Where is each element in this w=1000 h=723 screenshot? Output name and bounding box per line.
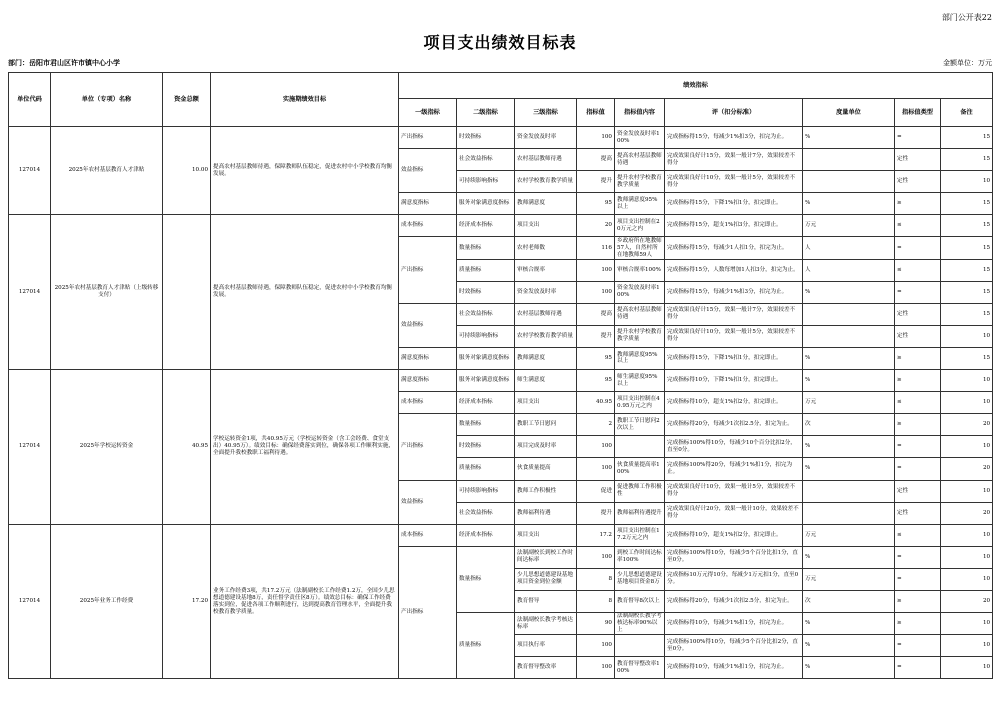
- indicator-value-cell: 20: [577, 215, 615, 237]
- indicator-content-cell: 法制副校长教学考核达标率90%以上: [615, 613, 665, 635]
- scoring-standard-cell: 完成指标得20分，每减少1次扣2.5分，扣完为止。: [665, 414, 803, 436]
- level2-indicator-cell: 时效指标: [457, 436, 515, 458]
- level2-indicator-cell: 社会效益指标: [457, 502, 515, 524]
- scoring-standard-cell: 完成指标得10分，每减少1%扣1分，扣完为止。: [665, 657, 803, 679]
- indicator-value-cell: 8: [577, 590, 615, 612]
- col-content: 指标值内容: [615, 99, 665, 127]
- indicator-value-cell: 100: [577, 281, 615, 303]
- level2-indicator-cell: 可持续影响指标: [457, 325, 515, 347]
- indicator-content-cell: [615, 635, 665, 657]
- measure-unit-cell: [803, 480, 895, 502]
- scoring-standard-cell: 完成指标得15分，每减少1%扣3分，扣完为止。: [665, 127, 803, 149]
- measure-unit-cell: [803, 149, 895, 171]
- col-code: 单位代码: [9, 73, 51, 127]
- level1-indicator-cell: 产出指标: [399, 237, 457, 303]
- level3-indicator-cell: 农村基层教师待遇: [515, 149, 577, 171]
- project-name-cell: 2025年农村基层教育人才津贴（上级转移支付）: [51, 215, 163, 370]
- value-type-cell: ≤: [895, 259, 941, 281]
- measure-unit-cell: %: [803, 635, 895, 657]
- level2-indicator-cell: 可持续影响指标: [457, 171, 515, 193]
- indicator-content-cell: 项目支出控制在40.95万元之内: [615, 392, 665, 414]
- col-value-type: 指标值类型: [895, 99, 941, 127]
- project-goal-cell: 提高农村基层教师待遇，保障教师队伍稳定，促进农村中小学校教育均衡发展。: [211, 215, 399, 370]
- indicator-value-cell: 100: [577, 546, 615, 568]
- project-goal-cell: 提高农村基层教师待遇，保障教师队伍稳定，促进农村中小学校教育均衡发展。: [211, 127, 399, 215]
- scoring-standard-cell: 完成指标得10分，下降1%扣1分，扣完即止。: [665, 370, 803, 392]
- level2-indicator-cell: 社会效益指标: [457, 303, 515, 325]
- remark-cell: 10: [941, 635, 993, 657]
- value-type-cell: ≤: [895, 524, 941, 546]
- remark-cell: 20: [941, 502, 993, 524]
- level3-indicator-cell: 审核合规率: [515, 259, 577, 281]
- level2-indicator-cell: 服务对象满意度指标: [457, 193, 515, 215]
- value-type-cell: 定性: [895, 149, 941, 171]
- level2-indicator-cell: 质量指标: [457, 259, 515, 281]
- scoring-standard-cell: 完成指标100%得20分，每减少1%扣1分，扣完为止。: [665, 458, 803, 480]
- level1-indicator-cell: 产出指标: [399, 546, 457, 679]
- col-indicators: 绩效指标: [399, 73, 993, 99]
- level1-indicator-cell: 成本指标: [399, 215, 457, 237]
- level2-indicator-cell: 社会效益指标: [457, 149, 515, 171]
- indicator-value-cell: 100: [577, 458, 615, 480]
- table-row: [9, 127, 993, 149]
- indicator-content-cell: 提高农村基层教师待遇: [615, 149, 665, 171]
- remark-cell: 10: [941, 568, 993, 590]
- performance-table: [8, 72, 993, 679]
- value-type-cell: 定性: [895, 502, 941, 524]
- value-type-cell: ≥: [895, 347, 941, 369]
- remark-cell: 20: [941, 414, 993, 436]
- level3-indicator-cell: 教育督导: [515, 590, 577, 612]
- unit-code-cell: 127014: [9, 524, 51, 679]
- level2-indicator-cell: 数量指标: [457, 414, 515, 436]
- level3-indicator-cell: 教职工节日慰问: [515, 414, 577, 436]
- col-goal: 实施期绩效目标: [211, 73, 399, 127]
- level3-indicator-cell: 教师满意度: [515, 347, 577, 369]
- indicator-value-cell: 2: [577, 414, 615, 436]
- value-type-cell: 定性: [895, 171, 941, 193]
- indicator-value-cell: 116: [577, 237, 615, 259]
- project-name-cell: 2025年学校运转资金: [51, 370, 163, 525]
- col-measure-unit: 度量单位: [803, 99, 895, 127]
- measure-unit-cell: %: [803, 657, 895, 679]
- indicator-value-cell: 提高: [577, 149, 615, 171]
- col-level1: 一级指标: [399, 99, 457, 127]
- level3-indicator-cell: 教育督导整改率: [515, 657, 577, 679]
- value-type-cell: 定性: [895, 480, 941, 502]
- level3-indicator-cell: 农村学校教育教学质量: [515, 325, 577, 347]
- measure-unit-cell: [803, 325, 895, 347]
- measure-unit-cell: 人: [803, 259, 895, 281]
- indicator-value-cell: 提升: [577, 171, 615, 193]
- remark-cell: 10: [941, 392, 993, 414]
- scoring-standard-cell: 完成指标得15分，超支1%扣3分，扣完即止。: [665, 215, 803, 237]
- indicator-content-cell: 教师满意度95%以上: [615, 193, 665, 215]
- remark-cell: 20: [941, 590, 993, 612]
- level3-indicator-cell: 教师满意度: [515, 193, 577, 215]
- remark-cell: 10: [941, 325, 993, 347]
- level1-indicator-cell: 成本指标: [399, 392, 457, 414]
- indicator-value-cell: 17.2: [577, 524, 615, 546]
- level1-indicator-cell: 成本指标: [399, 524, 457, 546]
- project-name-cell: 2025年农村基层教育人才津贴: [51, 127, 163, 215]
- level3-indicator-cell: 法制副校长教学考核达标率: [515, 613, 577, 635]
- remark-cell: 15: [941, 281, 993, 303]
- level1-indicator-cell: 产出指标: [399, 414, 457, 480]
- value-type-cell: =: [895, 436, 941, 458]
- level1-indicator-cell: 满意度指标: [399, 370, 457, 392]
- value-type-cell: =: [895, 237, 941, 259]
- indicator-content-cell: 伙食质量提高率100%: [615, 458, 665, 480]
- level2-indicator-cell: 可持续影响指标: [457, 480, 515, 502]
- measure-unit-cell: 次: [803, 590, 895, 612]
- level3-indicator-cell: 教师福利待遇: [515, 502, 577, 524]
- measure-unit-cell: 次: [803, 414, 895, 436]
- level2-indicator-cell: 质量指标: [457, 613, 515, 679]
- indicator-content-cell: 教师福利待遇提升: [615, 502, 665, 524]
- indicator-value-cell: 100: [577, 657, 615, 679]
- scoring-standard-cell: 完成指标得10分，超支1%扣2分，扣完即止。: [665, 392, 803, 414]
- value-type-cell: =: [895, 568, 941, 590]
- project-goal-cell: 业务工作经费3项，共17.2万元（法制副校长工作经费1.2万，全国少儿思想道德建设基地8万，责任督学责任区8万）。绩效总目标：确保工作经费落实到位，促进各项工作顺利进行，达到提高教育管理水平，全面提升我校教育教学质量。: [211, 524, 399, 679]
- indicator-content-cell: 教育督导8次以上: [615, 590, 665, 612]
- remark-cell: 15: [941, 259, 993, 281]
- scoring-standard-cell: 完成指标得10分，超支1%扣2分，扣完即止。: [665, 524, 803, 546]
- level3-indicator-cell: 项目执行率: [515, 635, 577, 657]
- level3-indicator-cell: 伙食质量提高: [515, 458, 577, 480]
- project-amount-cell: [163, 215, 211, 370]
- remark-cell: 15: [941, 237, 993, 259]
- indicator-content-cell: 师生满意度95%以上: [615, 370, 665, 392]
- measure-unit-cell: 万元: [803, 215, 895, 237]
- unit-code-cell: 127014: [9, 127, 51, 215]
- level2-indicator-cell: 数量指标: [457, 546, 515, 612]
- value-type-cell: ≥: [895, 414, 941, 436]
- indicator-content-cell: 教育督导整改率100%: [615, 657, 665, 679]
- level3-indicator-cell: 项目完成及时率: [515, 436, 577, 458]
- level3-indicator-cell: 资金发放及时率: [515, 281, 577, 303]
- value-type-cell: 定性: [895, 325, 941, 347]
- indicator-content-cell: 促进教师工作积极性: [615, 480, 665, 502]
- level2-indicator-cell: 经济成本指标: [457, 524, 515, 546]
- remark-cell: 10: [941, 613, 993, 635]
- indicator-value-cell: 提升: [577, 325, 615, 347]
- measure-unit-cell: [803, 171, 895, 193]
- indicator-value-cell: 提高: [577, 303, 615, 325]
- project-amount-cell: 40.95: [163, 370, 211, 525]
- level3-indicator-cell: 少儿思想道德建设基地项目资金到位金额: [515, 568, 577, 590]
- scoring-standard-cell: 完成指标10万元得10分，每减少1万元扣1分，直至0分。: [665, 568, 803, 590]
- scoring-standard-cell: 完成指标100%得10分，每减少5个百分比扣1分，直至0分。: [665, 546, 803, 568]
- measure-unit-cell: 万元: [803, 524, 895, 546]
- level3-indicator-cell: 项目支出: [515, 215, 577, 237]
- col-value: 指标值: [577, 99, 615, 127]
- level3-indicator-cell: 项目支出: [515, 524, 577, 546]
- project-name-cell: 2025年业务工作经费: [51, 524, 163, 679]
- scoring-standard-cell: 完成效果良好计10分，效果一般计5分，效果较差不得分: [665, 325, 803, 347]
- scoring-standard-cell: 完成指标100%得10分，每减少10个百分比扣2分，直至0分。: [665, 436, 803, 458]
- measure-unit-cell: %: [803, 193, 895, 215]
- indicator-content-cell: 到校工作时间达标率100%: [615, 546, 665, 568]
- col-remark: 备注: [941, 99, 993, 127]
- indicator-value-cell: 促进: [577, 480, 615, 502]
- value-type-cell: ≥: [895, 370, 941, 392]
- remark-cell: 10: [941, 657, 993, 679]
- unit-code-cell: 127014: [9, 215, 51, 370]
- value-type-cell: =: [895, 546, 941, 568]
- value-type-cell: ≤: [895, 392, 941, 414]
- table-row: [9, 215, 993, 237]
- indicator-content-cell: 审核合规率100%: [615, 259, 665, 281]
- page-title: 项目支出绩效目标表: [423, 33, 577, 52]
- level2-indicator-cell: 经济成本指标: [457, 392, 515, 414]
- unit-code-cell: 127014: [9, 370, 51, 525]
- indicator-value-cell: 40.95: [577, 392, 615, 414]
- level3-indicator-cell: 资金发放及时率: [515, 127, 577, 149]
- measure-unit-cell: [803, 502, 895, 524]
- measure-unit-cell: %: [803, 347, 895, 369]
- indicator-value-cell: 95: [577, 347, 615, 369]
- indicator-content-cell: 项目支出控制在17.2万元之内: [615, 524, 665, 546]
- measure-unit-cell: %: [803, 546, 895, 568]
- indicator-value-cell: 100: [577, 436, 615, 458]
- remark-cell: 15: [941, 149, 993, 171]
- value-type-cell: ≤: [895, 215, 941, 237]
- remark-cell: 15: [941, 193, 993, 215]
- col-level3: 三级指标: [515, 99, 577, 127]
- indicator-content-cell: 资金发放及时率100%: [615, 281, 665, 303]
- remark-cell: 10: [941, 436, 993, 458]
- indicator-value-cell: 95: [577, 193, 615, 215]
- scoring-standard-cell: 完成效果良好计10分，效果一般计5分，效果较差不得分: [665, 480, 803, 502]
- indicator-value-cell: 100: [577, 259, 615, 281]
- page-label: 部门公开表22: [941, 13, 992, 22]
- remark-cell: 15: [941, 347, 993, 369]
- measure-unit-cell: %: [803, 458, 895, 480]
- project-amount-cell: 10.00: [163, 127, 211, 215]
- level1-indicator-cell: 满意度指标: [399, 347, 457, 369]
- measure-unit-cell: [803, 303, 895, 325]
- indicator-value-cell: 95: [577, 370, 615, 392]
- value-type-cell: 定性: [895, 303, 941, 325]
- indicator-content-cell: 提升农村学校教育教学质量: [615, 171, 665, 193]
- level3-indicator-cell: 农村学校教育教学质量: [515, 171, 577, 193]
- scoring-standard-cell: 完成效果良好计20分，效果一般计10分，效果较差不得分: [665, 502, 803, 524]
- scoring-standard-cell: 完成指标得15分，每减少1%扣3分，扣完为止。: [665, 281, 803, 303]
- level2-indicator-cell: 质量指标: [457, 458, 515, 480]
- level2-indicator-cell: 服务对象满意度指标: [457, 347, 515, 369]
- indicator-content-cell: 教师满意度95%以上: [615, 347, 665, 369]
- measure-unit-cell: 万元: [803, 392, 895, 414]
- indicator-value-cell: 90: [577, 613, 615, 635]
- scoring-standard-cell: 完成效果良好计15分，效果一般计7分，效果较差不得分: [665, 303, 803, 325]
- value-type-cell: ≥: [895, 613, 941, 635]
- level2-indicator-cell: 服务对象满意度指标: [457, 370, 515, 392]
- level3-indicator-cell: 项目支出: [515, 392, 577, 414]
- indicator-content-cell: 项目支出控制在20万元之内: [615, 215, 665, 237]
- measure-unit-cell: %: [803, 613, 895, 635]
- table-row: [9, 524, 993, 546]
- scoring-standard-cell: 完成指标得15分，人数每增加1人扣3分，扣完为止。: [665, 259, 803, 281]
- scoring-standard-cell: 完成指标得15分，每减少1人扣1分，扣完为止。: [665, 237, 803, 259]
- project-amount-cell: 17.20: [163, 524, 211, 679]
- level2-indicator-cell: 时效指标: [457, 281, 515, 303]
- level3-indicator-cell: 师生满意度: [515, 370, 577, 392]
- col-amount: 资金总额: [163, 73, 211, 127]
- value-type-cell: =: [895, 635, 941, 657]
- remark-cell: 10: [941, 370, 993, 392]
- value-type-cell: ≥: [895, 590, 941, 612]
- scoring-standard-cell: 完成指标得15分，下降1%扣1分，扣完即止。: [665, 347, 803, 369]
- col-name: 单位（专项）名称: [51, 73, 163, 127]
- scoring-standard-cell: 完成指标得10分，每减少1%扣1分，扣完为止。: [665, 613, 803, 635]
- remark-cell: 15: [941, 215, 993, 237]
- level3-indicator-cell: 法制副校长到校工作时间达标率: [515, 546, 577, 568]
- scoring-standard-cell: 完成效果良好计10分，效果一般计5分，效果较差不得分: [665, 171, 803, 193]
- value-type-cell: ≥: [895, 193, 941, 215]
- remark-cell: 10: [941, 524, 993, 546]
- scoring-standard-cell: 完成指标得20分，每减少1次扣2.5分，扣完为止。: [665, 590, 803, 612]
- col-scoring: 评（扣分标准）: [665, 99, 803, 127]
- indicator-content-cell: 教职工节日慰问2次以上: [615, 414, 665, 436]
- remark-cell: 15: [941, 127, 993, 149]
- project-goal-cell: 学校运转资金1项，共40.95万元（学校运转资金（含工会经费、食堂支出）40.95万）。绩效目标：确保经费落实到位，确保各项工作顺利实施，全面提升我校教职工福利待遇。: [211, 370, 399, 525]
- value-type-cell: =: [895, 657, 941, 679]
- level2-indicator-cell: 经济成本指标: [457, 215, 515, 237]
- indicator-value-cell: 100: [577, 635, 615, 657]
- scoring-standard-cell: 完成效果良好计15分，效果一般计7分，效果较差不得分: [665, 149, 803, 171]
- scoring-standard-cell: 完成指标100%得10分，每减少5个百分比扣2分，直至0分。: [665, 635, 803, 657]
- level2-indicator-cell: 数量指标: [457, 237, 515, 259]
- value-type-cell: =: [895, 281, 941, 303]
- level3-indicator-cell: 农村老师数: [515, 237, 577, 259]
- indicator-content-cell: 提高农村基层教师待遇: [615, 303, 665, 325]
- department-label: 部门：岳阳市君山区许市镇中心小学: [8, 58, 120, 67]
- level3-indicator-cell: 教师工作积极性: [515, 480, 577, 502]
- remark-cell: 15: [941, 303, 993, 325]
- level1-indicator-cell: 效益指标: [399, 480, 457, 524]
- indicator-content-cell: 资金发放及时率100%: [615, 127, 665, 149]
- value-type-cell: =: [895, 458, 941, 480]
- indicator-content-cell: [615, 436, 665, 458]
- remark-cell: 20: [941, 458, 993, 480]
- table-body: [9, 127, 993, 679]
- measure-unit-cell: 万元: [803, 568, 895, 590]
- amount-unit-label: 金额单位：万元: [943, 59, 992, 67]
- scoring-standard-cell: 完成指标得15分，下降1%扣1分，扣完即止。: [665, 193, 803, 215]
- level2-indicator-cell: 时效指标: [457, 127, 515, 149]
- measure-unit-cell: %: [803, 436, 895, 458]
- remark-cell: 10: [941, 480, 993, 502]
- measure-unit-cell: 人: [803, 237, 895, 259]
- indicator-content-cell: 提升农村学校教育教学质量: [615, 325, 665, 347]
- remark-cell: 10: [941, 171, 993, 193]
- value-type-cell: =: [895, 127, 941, 149]
- level1-indicator-cell: 产出指标: [399, 127, 457, 149]
- indicator-value-cell: 100: [577, 127, 615, 149]
- measure-unit-cell: %: [803, 370, 895, 392]
- table-row: [9, 370, 993, 392]
- indicator-content-cell: 乡政府所在地教师57人，自然村所在地教师59人: [615, 237, 665, 259]
- level1-indicator-cell: 效益指标: [399, 149, 457, 193]
- indicator-value-cell: 提升: [577, 502, 615, 524]
- measure-unit-cell: %: [803, 127, 895, 149]
- level1-indicator-cell: 效益指标: [399, 303, 457, 347]
- indicator-content-cell: 少儿思想道德建设基地项目资金8万: [615, 568, 665, 590]
- level3-indicator-cell: 农村基层教师待遇: [515, 303, 577, 325]
- col-level2: 二级指标: [457, 99, 515, 127]
- remark-cell: 10: [941, 546, 993, 568]
- indicator-value-cell: 8: [577, 568, 615, 590]
- measure-unit-cell: %: [803, 281, 895, 303]
- level1-indicator-cell: 满意度指标: [399, 193, 457, 215]
